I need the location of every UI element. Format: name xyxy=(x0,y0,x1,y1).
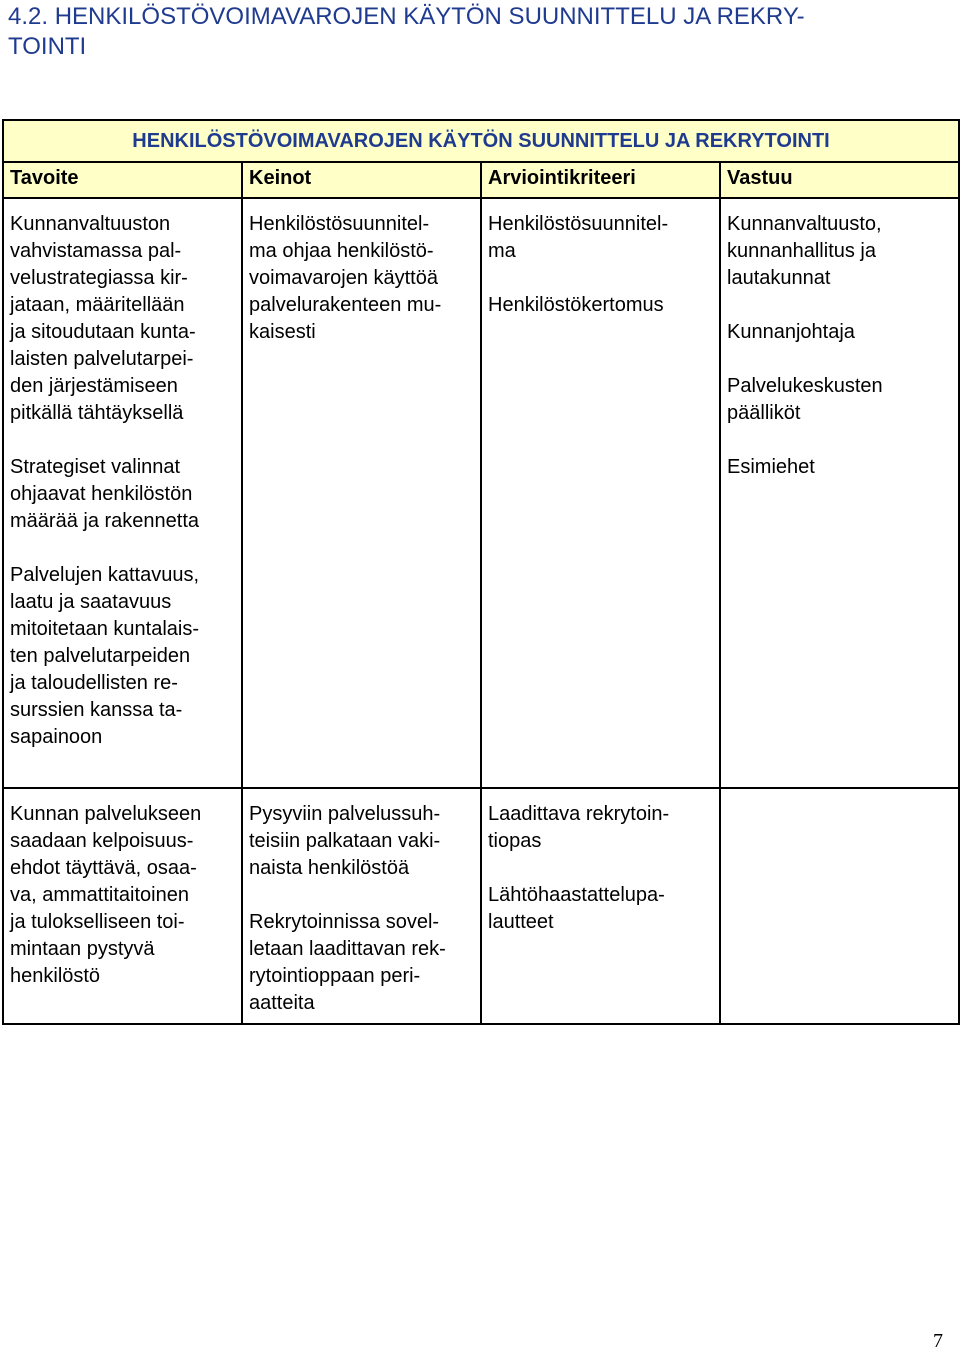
arviointikriteeri-cell xyxy=(481,198,720,788)
tavoite-item: Kunnanvaltuuston vahvistamassa pal- velustrategiassa kir- jataan, määritellään ja sitoudutaan kunta- laisten palvelutarpei- den järjestämiseen pitkällä tähtäyksellä xyxy=(10,213,196,424)
arviointikriteeri-cell xyxy=(481,788,720,1024)
vastuu-item: Kunnanjohtaja xyxy=(727,321,855,343)
arviointikriteeri-item: Laadittava rekrytoin- tiopas xyxy=(488,803,670,852)
vastuu-item: Kunnanvaltuusto, kunnanhallitus ja lautakunnat xyxy=(727,213,882,289)
arviointikriteeri-item: Lähtöhaastattelupa- lautteet xyxy=(488,884,665,933)
keinot-item: Henkilöstösuunnitel- ma ohjaa henkilöstö- voimavarojen käyttöä palvelurakenteen mu- kaisesti xyxy=(249,213,442,343)
arviointikriteeri-item: Henkilöstösuunnitel- ma xyxy=(488,213,669,262)
column-header-vastuu: Vastuu xyxy=(720,162,959,198)
column-header-arviointikriteeri: Arviointikriteeri xyxy=(481,162,720,198)
arviointikriteeri-item: Henkilöstökertomus xyxy=(488,294,664,316)
keinot-cell xyxy=(242,198,481,788)
section-heading: 4.2. HENKILÖSTÖVOIMAVAROJEN KÄYTÖN SUUNNITTELU JA REKRY- TOINTI xyxy=(8,3,805,60)
vastuu-item: Palvelukeskusten päälliköt xyxy=(727,375,883,424)
vastuu-item: Esimiehet xyxy=(727,456,815,478)
tavoite-cell xyxy=(3,788,242,1024)
vastuu-cell xyxy=(720,788,959,1024)
table-banner-row xyxy=(3,120,959,162)
table-row xyxy=(3,198,959,788)
keinot-item: Pysyviin palvelussuh- teisiin palkataan vaki- naista henkilöstöä xyxy=(249,803,441,879)
table-row xyxy=(3,788,959,1024)
keinot-cell xyxy=(242,788,481,1024)
tavoite-cell xyxy=(3,198,242,788)
column-header-tavoite: Tavoite xyxy=(3,162,242,198)
tavoite-item: Strategiset valinnat ohjaavat henkilöstön määrää ja rakennetta xyxy=(10,456,200,532)
page-number: 7 xyxy=(933,1330,943,1352)
table-banner: HENKILÖSTÖVOIMAVAROJEN KÄYTÖN SUUNNITTELU JA REKRYTOINTI xyxy=(3,120,959,162)
keinot-item: Rekrytoinnissa sovel- letaan laadittavan rek- rytointioppaan peri- aatteita xyxy=(249,911,446,1014)
tavoite-item: Palvelujen kattavuus, laatu ja saatavuus mitoitetaan kuntalais- ten palvelutarpeiden ja taloudellisten re- surssien kanssa ta- sapainoon xyxy=(10,564,200,748)
column-header-keinot: Keinot xyxy=(242,162,481,198)
table-header-row xyxy=(3,162,959,198)
vastuu-cell xyxy=(720,198,959,788)
tavoite-item: Kunnan palvelukseen saadaan kelpoisuus- ehdot täyttävä, osaa- va, ammattitaitoinen ja tulokselliseen toi- mintaan pystyvä henkilöstö xyxy=(10,803,202,987)
hr-planning-table xyxy=(2,119,960,1025)
